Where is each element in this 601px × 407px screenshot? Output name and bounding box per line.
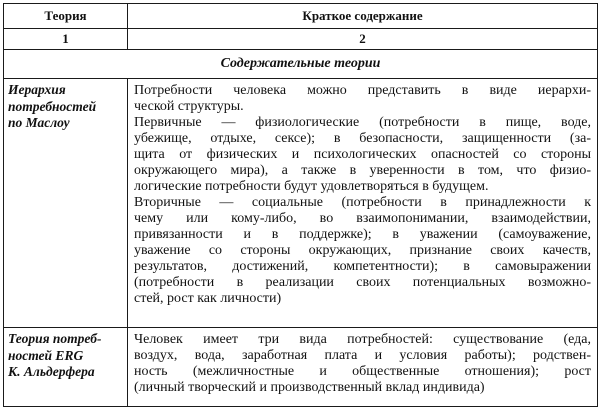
content-line: окружающего мира), а также в уверенности в том, что физио- xyxy=(134,163,591,178)
theory-name-line: по Маслоу xyxy=(8,115,70,130)
theory-name-line: К. Альдерфера xyxy=(8,364,95,379)
header-theory: Теория xyxy=(4,4,128,29)
content-line: ность (межличностные и общественные отношения); рост xyxy=(134,364,591,379)
content-line: стей, рост как личности) xyxy=(134,291,282,306)
theory-name-line: Теория потреб- xyxy=(8,331,102,346)
table-row xyxy=(4,328,598,407)
content-line: воздух, вода, заработная плата и условия работы); родствен- xyxy=(134,348,591,363)
content-line: Вторичные — социальные (потребности в принадлежности к xyxy=(134,195,591,210)
table-row xyxy=(4,79,598,328)
content-line: убежище, отдыхе, сексе); в безопасности, защищенности (за- xyxy=(134,131,591,146)
content-line: Человек имеет три вида потребностей: существование (еда, xyxy=(134,332,591,347)
content-line: (потребности в реализации своих потенциальных возможно- xyxy=(134,275,591,290)
column-number-1: 1 xyxy=(4,29,128,50)
content-line: логические потребности будут удовлетворяться в будущем. xyxy=(134,179,489,194)
header-summary: Краткое содержание xyxy=(128,4,598,29)
content-line: чему или кому-либо, во взаимопонимании, взаимодействии, xyxy=(134,211,591,226)
header-row xyxy=(4,4,598,29)
theories-table xyxy=(3,3,598,407)
content-line: (личный творческий и производственный вклад индивида) xyxy=(134,380,485,395)
content-line: Потребности человека можно представить в виде иерархи- xyxy=(134,83,591,98)
theory-name-line: потребностей xyxy=(8,98,97,114)
theory-name-line: Иерархия xyxy=(8,82,66,97)
theory-name-erg xyxy=(4,328,128,407)
theory-name-line: ностей ERG xyxy=(8,347,84,363)
section-title: Содержательные теории xyxy=(4,50,598,79)
theory-name-maslow xyxy=(4,79,128,328)
content-line: уважение со стороны окружающих, признание своих качеств, xyxy=(134,243,591,258)
content-line: Первичные — физиологические (потребности в пище, воде, xyxy=(134,115,591,130)
theory-content-erg xyxy=(128,328,598,407)
column-number-row xyxy=(4,29,598,50)
column-number-2: 2 xyxy=(128,29,598,50)
content-line: результатов, достижений, компетентности); в самовыражении xyxy=(134,259,591,274)
section-row xyxy=(4,50,598,79)
content-line: привязанности и в поддержке); в уважении (самоуважение, xyxy=(134,227,591,242)
content-line: щита от физических и психологических опасностей со стороны xyxy=(134,147,591,162)
content-line: ческой структуры. xyxy=(134,99,244,114)
theory-content-maslow xyxy=(128,79,598,328)
